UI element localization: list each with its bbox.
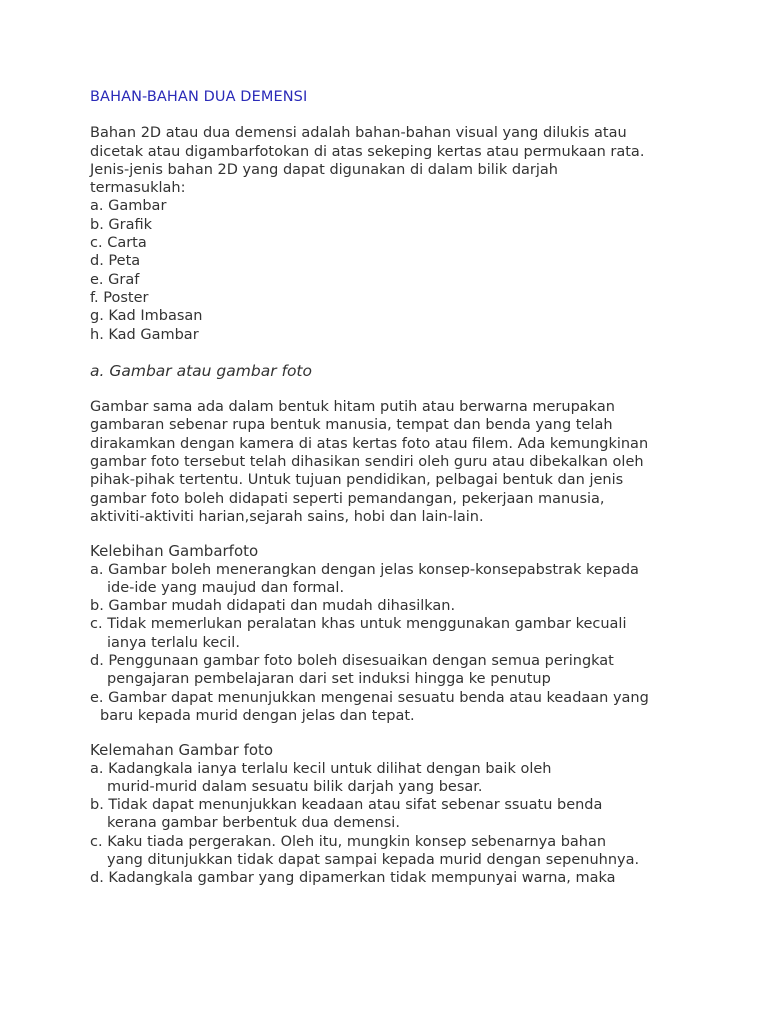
list-item: h. Kad Gambar [90,326,199,343]
item-line: c. Kaku tiada pergerakan. Oleh itu, mungkin konsep sebenarnya bahan [90,833,607,850]
paragraph-line: aktiviti-aktiviti harian,sejarah sains, hobi dan lain-lain. [90,508,484,525]
item-line: c. Tidak memerlukan peralatan khas untuk menggunakan gambar kecuali [90,616,627,633]
item-line: b. Tidak dapat menunjukkan keadaan atau sifat sebenar ssuatu benda [90,797,603,814]
list-item: b. Grafik [90,216,153,233]
list-item: e. Graf [90,271,140,288]
list-item: g. Kad Imbasan [90,308,203,325]
item-line: e. Gambar dapat menunjukkan mengenai sesuatu benda atau keadaan yang [90,689,649,706]
item-line: d. Kadangkala gambar yang dipamerkan tidak mempunyai warna, maka [90,870,616,887]
kelebihan-list [90,561,750,726]
item-continuation: baru kepada murid dengan jelas dan tepat. [100,707,415,724]
item-continuation: ide-ide yang maujud dan formal. [107,579,345,596]
list-item [90,561,750,598]
kelemahan-list [90,760,750,888]
list-item [90,760,750,797]
paragraph-line: pihak-pihak tertentu. Untuk tujuan pendidikan, pelbagai bentuk dan jenis [90,472,624,489]
item-continuation: kerana gambar berbentuk dua demensi. [107,815,400,832]
item-line: a. Gambar boleh menerangkan dengan jelas konsep-konsepabstrak kepada [90,561,639,578]
list-item: c. Carta [90,235,147,252]
types-list [90,197,750,343]
item-continuation: ianya terlalu kecil. [107,634,240,651]
item-line: d. Penggunaan gambar foto boleh disesuaikan dengan semua peringkat [90,653,614,670]
list-item: f. Poster [90,289,149,306]
paragraph-line: gambar foto boleh didapati seperti pemandangan, pekerjaan manusia, [90,490,605,507]
section-heading-kelebihan: Kelebihan Gambarfoto [90,542,259,561]
intro-line: Jenis-jenis bahan 2D yang dapat digunakan di dalam bilik darjah [90,161,559,178]
list-item: a. Gambar [90,198,167,215]
item-line: a. Kadangkala ianya terlalu kecil untuk dilihat dengan baik oleh [90,760,552,777]
page-title: BAHAN-BAHAN DUA DEMENSI [90,89,308,105]
item-continuation: pengajaran pembelajaran dari set induksi hingga ke penutup [107,671,551,688]
gambar-paragraph [90,398,750,526]
item-continuation: yang ditunjukkan tidak dapat sampai kepada murid dengan sepenuhnya. [107,851,640,868]
item-continuation: murid-murid dalam sesuatu bilik darjah yang besar. [107,778,483,795]
list-item [90,833,750,870]
list-item [90,615,750,652]
list-item [90,597,750,615]
list-item [90,869,750,887]
paragraph-line: Gambar sama ada dalam bentuk hitam putih atau berwarna merupakan [90,399,615,416]
item-line: b. Gambar mudah didapati dan mudah dihasilkan. [90,598,456,615]
intro-line: Bahan 2D atau dua demensi adalah bahan-bahan visual yang dilukis atau [90,125,627,142]
intro-line: dicetak atau digambarfotokan di atas sekeping kertas atau permukaan rata. [90,143,645,160]
paragraph-line: gambar foto tersebut telah dihasikan sendiri oleh guru atau dibekalkan oleh [90,454,644,471]
intro-line: termasuklah: [90,180,186,197]
intro-paragraph [90,124,750,197]
list-item [90,652,750,689]
section-heading-kelemahan: Kelemahan Gambar foto [90,741,274,760]
list-item [90,689,750,726]
section-heading-gambar: a. Gambar atau gambar foto [90,361,312,380]
paragraph-line: dirakamkan dengan kamera di atas kertas foto atau filem. Ada kemungkinan [90,435,649,452]
document-page [90,88,750,888]
paragraph-line: gambaran sebenar rupa bentuk manusia, tempat dan benda yang telah [90,417,613,434]
list-item [90,796,750,833]
list-item: d. Peta [90,253,141,270]
